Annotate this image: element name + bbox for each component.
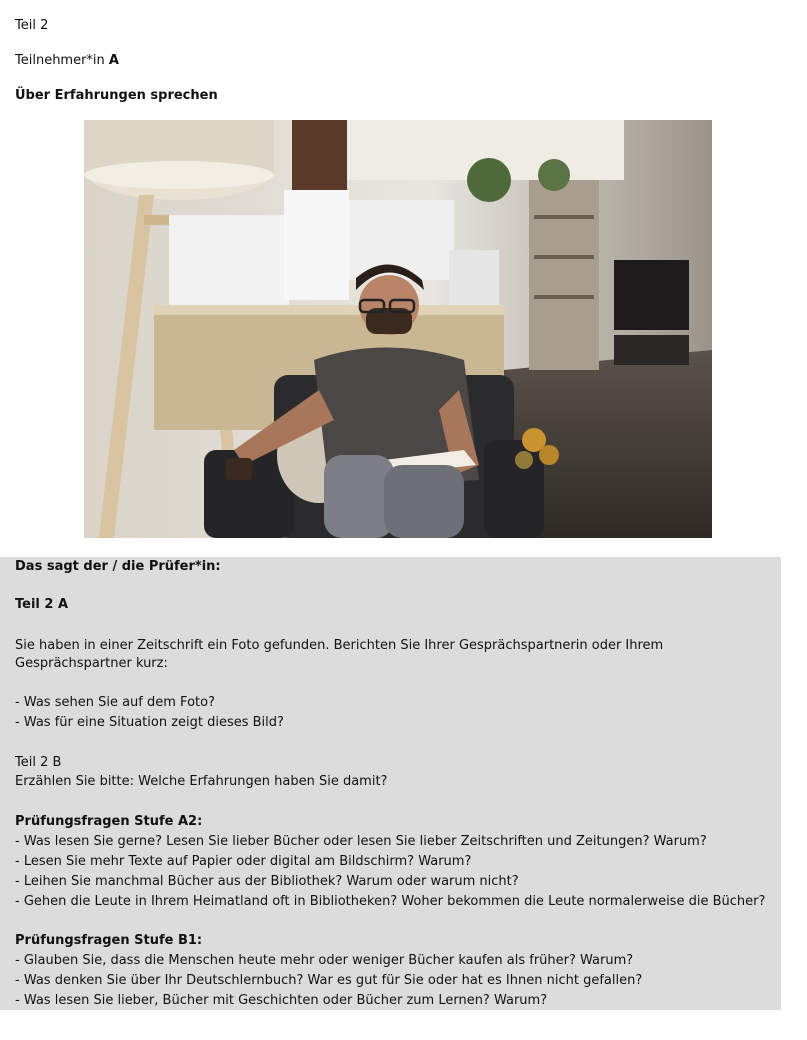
examiner-instructions-box [0, 557, 781, 1010]
b1-title: Prüfungsfragen Stufe B1: [15, 933, 203, 948]
part-b-title: Teil 2 B [15, 755, 62, 770]
part-a-question: - Was für eine Situation zeigt dieses Bild? [15, 715, 284, 730]
part-a-question: - Was sehen Sie auf dem Foto? [15, 695, 215, 710]
a2-question: - Gehen die Leute in Ihrem Heimatland oft in Bibliotheken? Woher bekommen die Leute normalerweise die Bücher? [15, 894, 766, 909]
a2-question: - Leihen Sie manchmal Bücher aus der Bibliothek? Warum oder warum nicht? [15, 874, 519, 889]
b1-question: - Glauben Sie, dass die Menschen heute mehr oder weniger Bücher kaufen als früher? Warum? [15, 953, 634, 968]
part-b-text: Erzählen Sie bitte: Welche Erfahrungen haben Sie damit? [15, 774, 388, 789]
part-a-intro: Sie haben in einer Zeitschrift ein Foto gefunden. Berichten Sie Ihrer Gesprächspartnerin oder Ihrem Gesprächspartner kurz: [15, 638, 664, 671]
a2-question: - Lesen Sie mehr Texte auf Papier oder digital am Bildschirm? Warum? [15, 854, 472, 869]
participant-prefix: Teilnehmer*in [15, 53, 109, 68]
a2-title: Prüfungsfragen Stufe A2: [15, 814, 203, 829]
part-a-title: Teil 2 A [15, 597, 69, 612]
topic-title: Über Erfahrungen sprechen [15, 88, 218, 103]
participant-label [15, 53, 119, 69]
b1-question: - Was denken Sie über Ihr Deutschlernbuch? War es gut für Sie oder hat es Ihnen nicht gefallen? [15, 973, 643, 988]
photo-man-reading-in-cafe [84, 120, 712, 538]
part-label: Teil 2 [15, 18, 49, 33]
participant-letter: A [108, 53, 119, 68]
a2-question: - Was lesen Sie gerne? Lesen Sie lieber Bücher oder lesen Sie lieber Zeitschriften und Zeitungen? Warum? [15, 834, 707, 849]
examiner-heading: Das sagt der / die Prüfer*in: [15, 559, 221, 574]
b1-question: - Was lesen Sie lieber, Bücher mit Geschichten oder Bücher zum Lernen? Warum? [15, 993, 548, 1008]
